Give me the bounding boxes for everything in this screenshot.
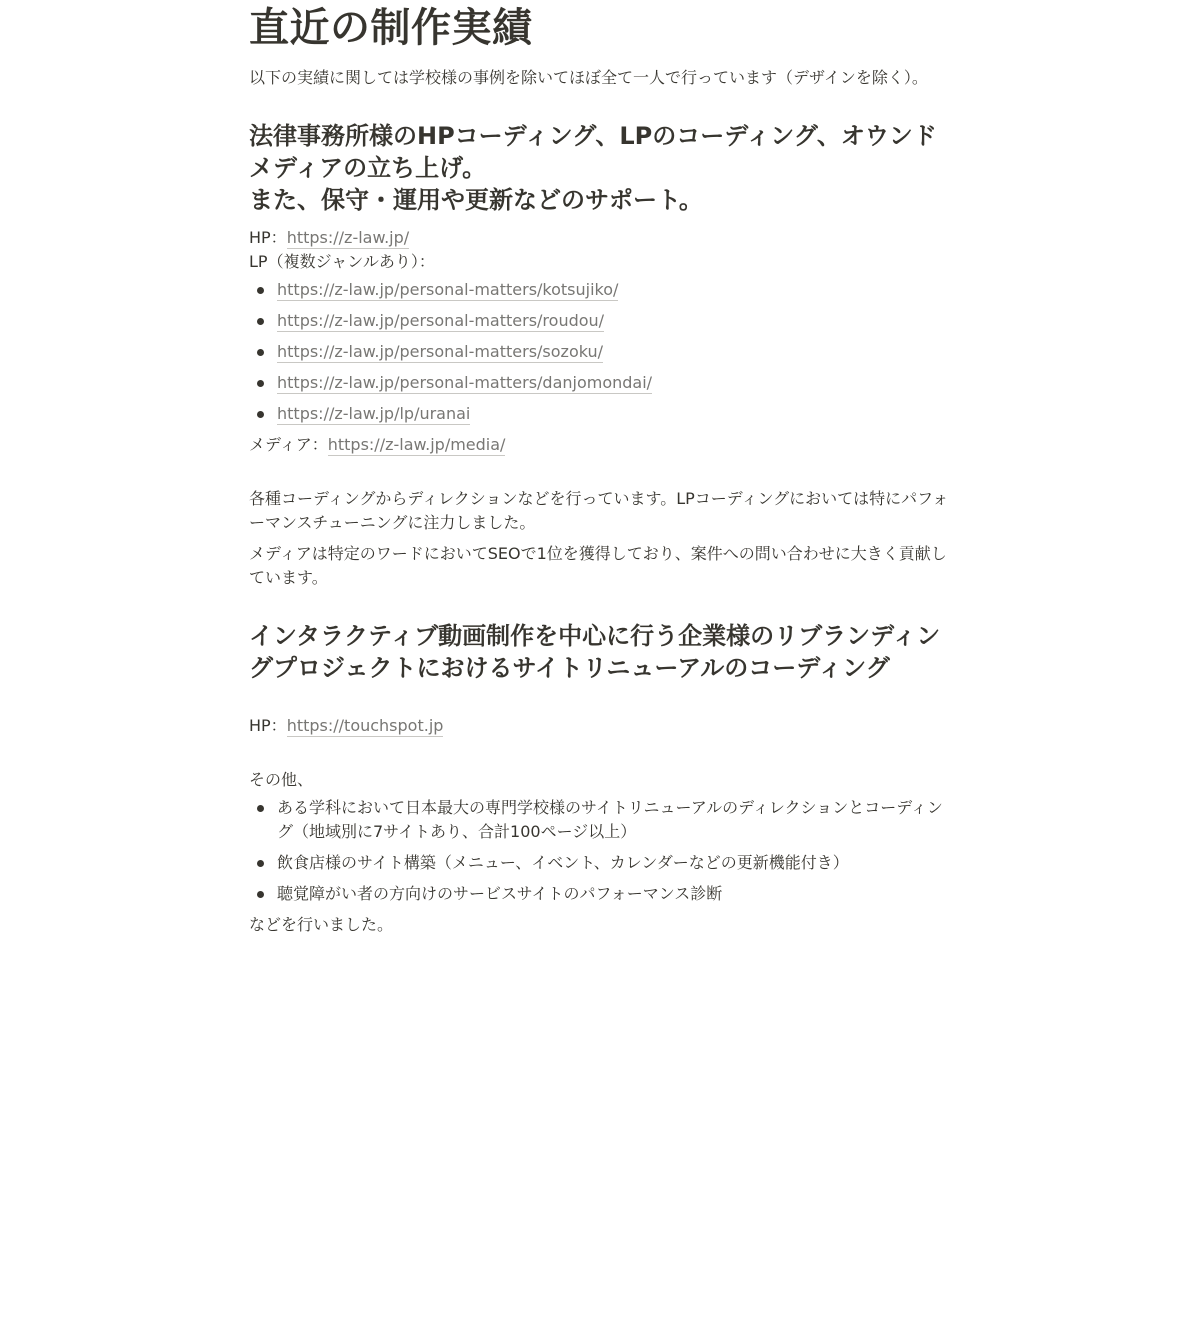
heading-line: メディアの立ち上げ。 xyxy=(249,154,487,182)
section-heading-law-firm xyxy=(249,120,951,216)
hp-link[interactable]: https://z-law.jp/ xyxy=(286,228,410,247)
lp-link-roudou[interactable]: https://z-law.jp/personal-matters/roudou/ xyxy=(277,311,605,330)
list-item xyxy=(249,371,951,395)
list-item-text: 聴覚障がい者の方向けのサービスサイトのパフォーマンス診断 xyxy=(277,884,723,903)
list-item xyxy=(249,340,951,364)
hp-row xyxy=(249,714,951,738)
heading-line: また、保守・運用や更新などのサポート。 xyxy=(249,186,703,214)
lp-link-list xyxy=(249,278,951,426)
spacer xyxy=(249,457,951,487)
list-item xyxy=(249,882,951,906)
bullet-icon xyxy=(257,805,264,812)
bullet-icon xyxy=(257,860,264,867)
section-heading-rebranding: インタラクティブ動画制作を中心に行う企業様のリブランディングプロジェクトにおけるサイトリニューアルのコーディング xyxy=(249,622,941,682)
list-item-text: 飲食店様のサイト構築（メニュー、イベント、カレンダーなどの更新機能付き） xyxy=(277,853,849,872)
description-text: 各種コーディングからディレクションなどを行っています。LPコーディングにおいては特にパフォーマンスチューニングに注力しました。 xyxy=(249,489,949,532)
bullet-icon xyxy=(257,287,264,294)
list-item xyxy=(249,309,951,333)
intro-text: 以下の実績に関しては学校様の事例を除いてほぼ全て一人で行っています（デザインを除く）。 xyxy=(249,68,928,87)
others-intro: その他、 xyxy=(249,770,314,789)
list-item xyxy=(249,796,951,844)
others-list xyxy=(249,796,951,906)
lp-label: LP（複数ジャンルあり）： xyxy=(249,252,435,271)
lp-link-sozoku[interactable]: https://z-law.jp/personal-matters/sozoku/ xyxy=(277,342,604,361)
lp-link-uranai[interactable]: https://z-law.jp/lp/uranai xyxy=(277,404,471,423)
spacer xyxy=(249,535,951,542)
bullet-icon xyxy=(257,380,264,387)
bullet-icon xyxy=(257,411,264,418)
list-item-text: ある学科において日本最大の専門学校様のサイトリニューアルのディレクションとコーディング（地域別に7サイトあり、合計100ページ以上） xyxy=(277,798,943,841)
lp-link-danjomondai[interactable]: https://z-law.jp/personal-matters/danjomondai/ xyxy=(277,373,653,392)
lp-link-kotsujiko[interactable]: https://z-law.jp/personal-matters/kotsujiko/ xyxy=(277,280,619,299)
page-title: 直近の制作実績 xyxy=(249,5,533,51)
bullet-icon xyxy=(257,318,264,325)
heading-line: 法律事務所様のHPコーディング、LPのコーディング、オウンド xyxy=(249,122,937,150)
hp-label: HP： xyxy=(249,716,287,735)
list-item xyxy=(249,402,951,426)
bullet-icon xyxy=(257,349,264,356)
spacer xyxy=(249,684,951,714)
media-row xyxy=(249,433,951,457)
description-text: メディアは特定のワードにおいてSEOで1位を獲得しており、案件への問い合わせに大きく貢献しています。 xyxy=(249,544,947,587)
list-item xyxy=(249,851,951,875)
media-label: メディア： xyxy=(249,435,328,454)
media-link[interactable]: https://z-law.jp/media/ xyxy=(327,435,506,454)
page-content xyxy=(249,0,951,937)
others-outro: などを行いました。 xyxy=(249,915,394,934)
spacer xyxy=(249,738,951,768)
hp-label: HP： xyxy=(249,228,287,247)
list-item xyxy=(249,278,951,302)
hp-row xyxy=(249,226,951,250)
bullet-icon xyxy=(257,891,264,898)
hp-link-touchspot[interactable]: https://touchspot.jp xyxy=(286,716,444,735)
